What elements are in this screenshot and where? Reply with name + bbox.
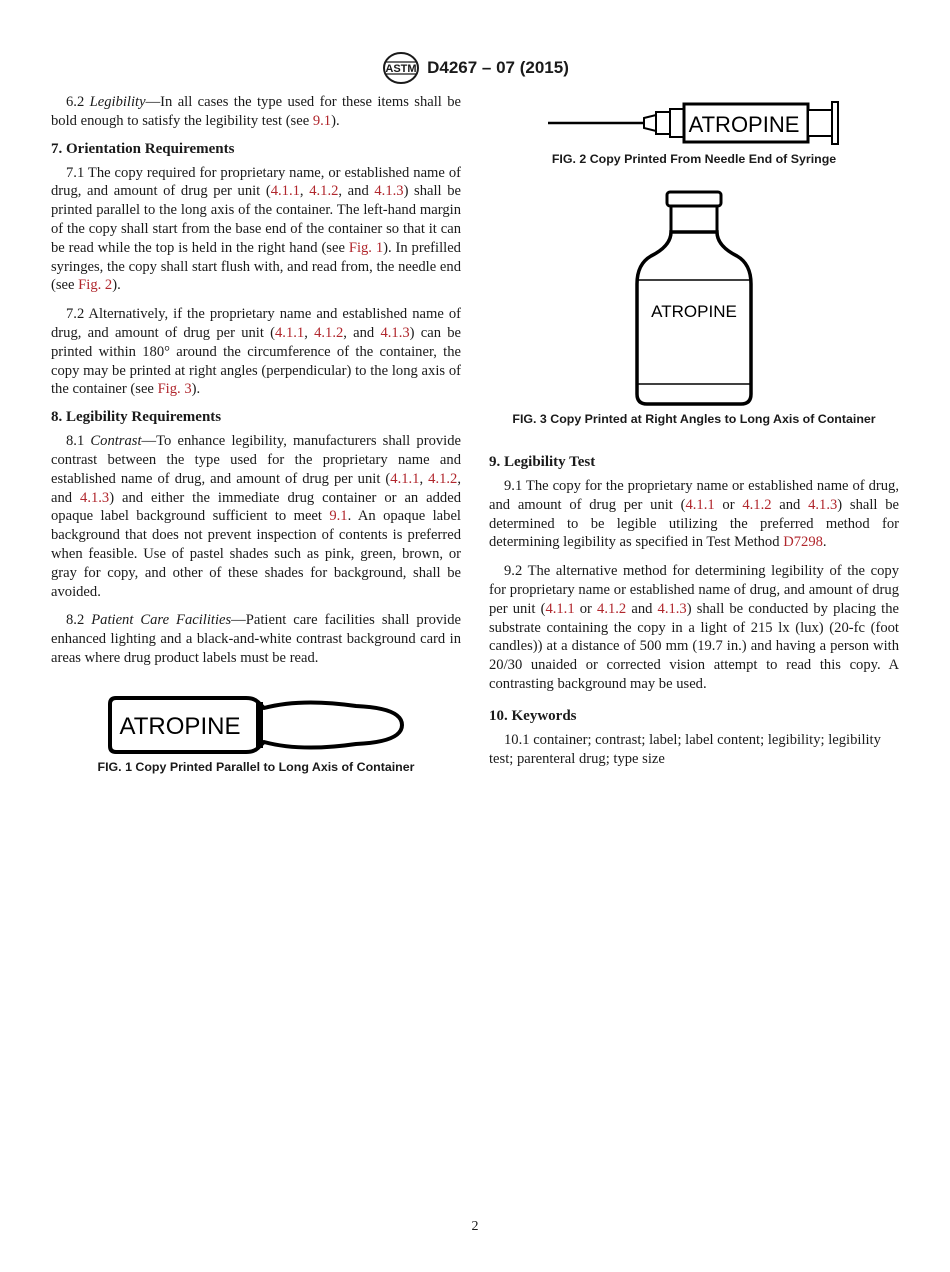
ampoule-illustration [106, 694, 406, 756]
section-10-1: 10.1 container; contrast; label; label content; legibility; legibility test; parenteral drug; type size [489, 731, 881, 767]
right-column [489, 93, 899, 778]
svg-text:ATROPINE: ATROPINE [651, 302, 737, 321]
ref-link[interactable]: 4.1.2 [742, 496, 772, 513]
section-7-heading: 7. Orientation Requirements [51, 140, 235, 157]
section-8-heading: 8. Legibility Requirements [51, 409, 222, 426]
ref-link[interactable]: 4.1.1 [685, 496, 715, 513]
ref-link[interactable]: 4.1.1 [275, 324, 305, 341]
section-9-1: 9.1 The copy for the proprietary name or established name of drug, and amount of drug per unit (4.1.1 or 4.1.2 and 4.1.3) shall be determined to be legible utilizing the preferred method for determining legibility as specified in Test Method D7298. [489, 478, 899, 551]
ref-link[interactable]: Fig. 1 [348, 239, 384, 256]
ref-link[interactable]: 9.1 [312, 112, 332, 129]
left-column [51, 93, 461, 774]
ref-link[interactable]: D7298 [783, 534, 823, 551]
ref-link[interactable]: 4.1.3 [80, 489, 110, 506]
figure-3-caption: FIG. 3 Copy Printed at Right Angles to Long Axis of Container [512, 412, 876, 426]
ref-link[interactable]: 4.1.2 [597, 600, 627, 617]
section-7-2: 7.2 Alternatively, if the proprietary name and established name of drug, and amount of drug per unit (4.1.1, 4.1.2, and 4.1.3) can be printed within 180° around the circumference of the container, the copy may be printed at right angles (perpendicular) to the long axis of the container (see Fig. 3). [51, 306, 462, 398]
ref-link[interactable]: 4.1.1 [545, 600, 575, 617]
figure-2 [489, 98, 899, 166]
section-8-2: 8.2 Patient Care Facilities—Patient care facilities shall provide enhanced lighting and a black-and-white contrast background card in areas where drug product labels must be read. [51, 612, 461, 666]
svg-text:ATROPINE: ATROPINE [688, 112, 800, 137]
document-id: D4267 – 07 (2015) [427, 58, 569, 77]
ref-link[interactable]: 4.1.3 [374, 183, 404, 200]
svg-text:ATROPINE: ATROPINE [119, 712, 241, 740]
figure-2-caption: FIG. 2 Copy Printed From Needle End of Syringe [551, 152, 837, 166]
ref-link[interactable]: 4.1.3 [657, 600, 687, 617]
section-10-heading: 10. Keywords [489, 707, 577, 724]
svg-text:ASTM: ASTM [385, 63, 417, 75]
figure-3 [489, 188, 899, 426]
figure-1-caption: FIG. 1 Copy Printed Parallel to Long Axis of Container [97, 759, 415, 774]
ref-link[interactable]: 4.1.2 [428, 470, 458, 487]
ref-link[interactable]: 4.1.1 [270, 183, 300, 200]
ref-link[interactable]: Fig. 2 [78, 277, 113, 294]
syringe-illustration [544, 98, 844, 148]
page-number: 2 [471, 1219, 479, 1234]
figure-1 [51, 694, 461, 774]
ref-link[interactable]: 4.1.2 [309, 183, 339, 200]
section-9-heading: 9. Legibility Test [489, 454, 596, 470]
ref-link[interactable]: Fig. 3 [157, 381, 192, 398]
vial-illustration [629, 188, 759, 406]
section-6-2: 6.2 Legibility—In all cases the type used for these items shall be bold enough to satisfy the legibility test (see 9.1). [51, 94, 461, 129]
ref-link[interactable]: 4.1.3 [808, 496, 838, 513]
astm-logo-icon [381, 51, 421, 85]
section-9-2: 9.2 The alternative method for determining legibility of the copy for proprietary name or established name of drug, and amount of drug per unit (4.1.1 or 4.1.2 and 4.1.3) shall be conducted by placing the substrate containing the copy in a light of 215 lx (lux) (20-fc (foot candles)) at a distance of 500 mm (19.7 in.) and having a person with 20/30 unaided or corrected vision attempt to read this copy. A contrasting background may be used. [489, 563, 899, 692]
page-header [0, 50, 950, 86]
section-7-1: 7.1 The copy required for proprietary name, or established name of drug, and amount of drug per unit (4.1.1, 4.1.2, and 4.1.3) shall be printed parallel to the long axis of the container. The left-hand margin of the copy shall start from the base end of the container so that it can be read while the top is held in the right hand (see Fig. 1). In prefilled syringes, the copy shall start flush with, and read from, the needle end (see Fig. 2). [51, 164, 462, 294]
ref-link[interactable]: 9.1 [329, 508, 348, 525]
ref-link[interactable]: 4.1.3 [380, 324, 410, 341]
section-8-1: 8.1 Contrast—To enhance legibility, manufacturers shall provide contrast between the type used for the proprietary name and established name of drug, and amount of drug per unit (4.1.1, 4.1.2, and 4.1.3) and either the immediate drug container or an added opaque label background sufficient to meet 9.1. An opaque label background that does not prevent inspection of contents is preferred when feasible. Use of pastel shades such as pink, green, brown, or gray for copy, and other of these shades for background, shall be avoided. [51, 433, 461, 600]
ref-link[interactable]: 4.1.1 [390, 470, 420, 487]
ref-link[interactable]: 4.1.2 [314, 324, 344, 341]
